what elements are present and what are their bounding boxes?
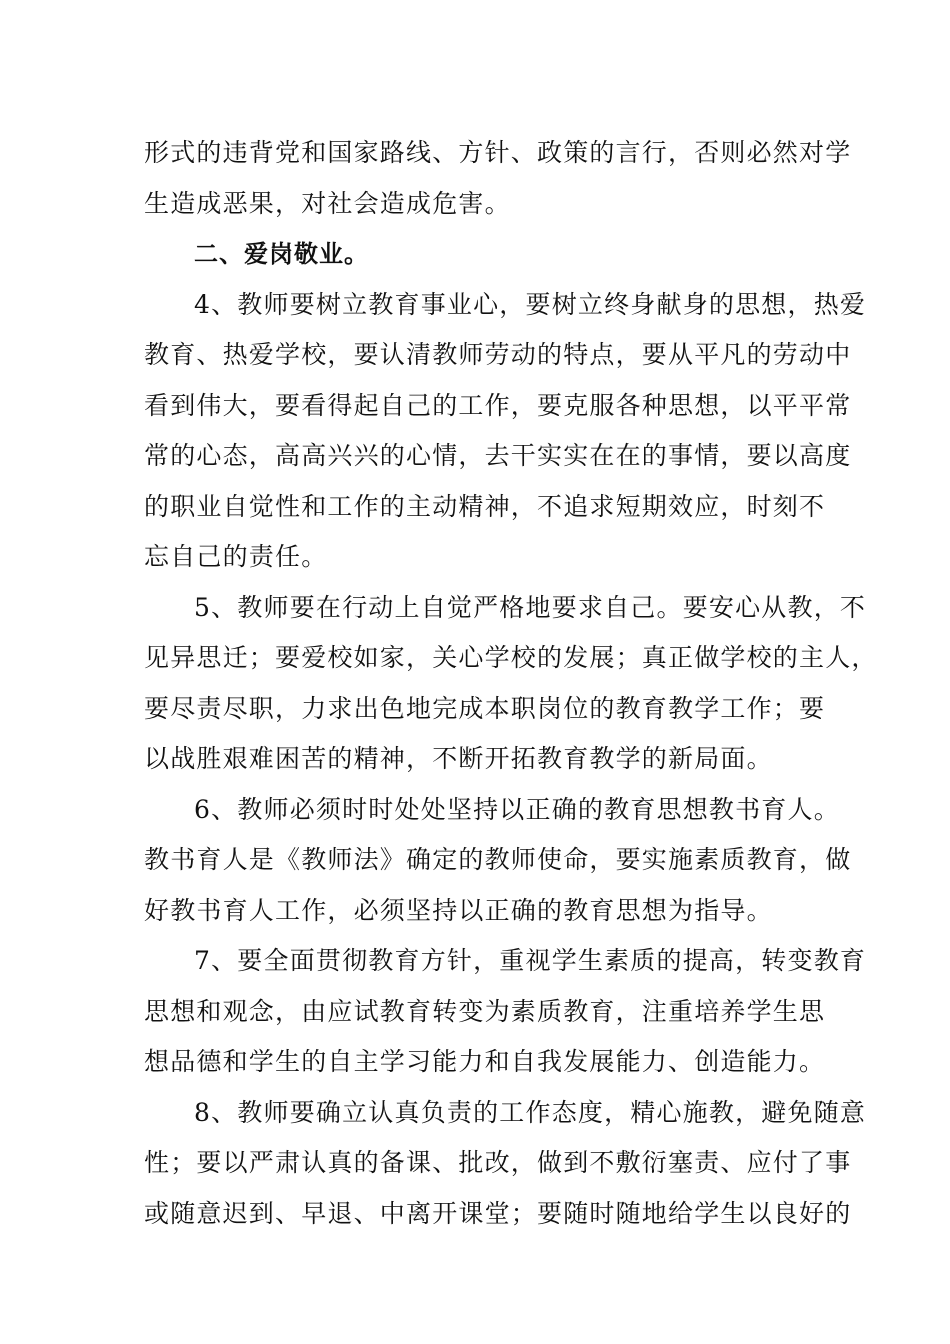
paragraph-item-5: [144, 583, 878, 785]
text-line: 以战胜艰难困苦的精神，不断开拓教育教学的新局面。: [144, 744, 773, 773]
text-line: 4、教师要树立教育事业心，要树立终身献身的思想，热爱: [194, 289, 867, 319]
text-line: 的职业自觉性和工作的主动精神，不追求短期效应，时刻不: [144, 491, 826, 521]
text-line: 8、教师要确立认真负责的工作态度，精心施教，避免随意: [194, 1097, 867, 1127]
text-line: 教书育人是《教师法》确定的教师使命，要实施素质教育，做: [144, 845, 852, 874]
text-line: 教育、热爱学校，要认清教师劳动的特点，要从平凡的劳动中: [144, 340, 852, 369]
text-line: 性；要以严肃认真的备课、批改，做到不敷衍塞责、应付了事: [144, 1148, 852, 1177]
paragraph-item-4: [144, 280, 867, 583]
text-line: 常的心态，高高兴兴的心情，去干实实在在的事情，要以高度: [144, 441, 852, 470]
text-line: 见异思迁；要爱校如家，关心学校的发展；真正做学校的主人，: [144, 643, 878, 672]
text-line: 形式的违背党和国家路线、方针、政策的言行，否则必然对学: [144, 138, 852, 167]
text-line: 思想和观念，由应试教育转变为素质教育，注重培养学生思: [144, 996, 826, 1026]
text-line: 忘自己的责任。: [144, 542, 328, 571]
text-line: 好教书育人工作，必须坚持以正确的教育思想为指导。: [144, 895, 773, 925]
paragraph-item-8: [144, 1088, 867, 1240]
text-line: 生造成恶果，对社会造成危害。: [144, 188, 511, 218]
text-line: 6、教师必须时时处处坚持以正确的教育思想教书育人。: [194, 794, 840, 824]
text-line: 或随意迟到、早退、中离开课堂；要随时随地给学生以良好的: [144, 1198, 852, 1228]
document-body: [144, 128, 878, 1239]
text-line: 看到伟大，要看得起自己的工作，要克服各种思想，以平平常: [144, 390, 852, 420]
text-line: 5、教师要在行动上自觉严格地要求自己。要安心从教，不: [194, 592, 867, 622]
text-line: 要尽责尽职，力求出色地完成本职岗位的教育教学工作；要: [144, 693, 826, 723]
paragraph-continuation: [144, 128, 852, 229]
text-line: 想品德和学生的自主学习能力和自我发展能力、创造能力。: [144, 1047, 826, 1076]
paragraph-item-6: [144, 785, 852, 937]
paragraph-item-7: [144, 936, 867, 1088]
heading-text: 二、爱岗敬业。: [194, 240, 369, 268]
text-line: 7、要全面贯彻教育方针，重视学生素质的提高，转变教育: [194, 946, 867, 975]
section-heading: [144, 229, 824, 280]
